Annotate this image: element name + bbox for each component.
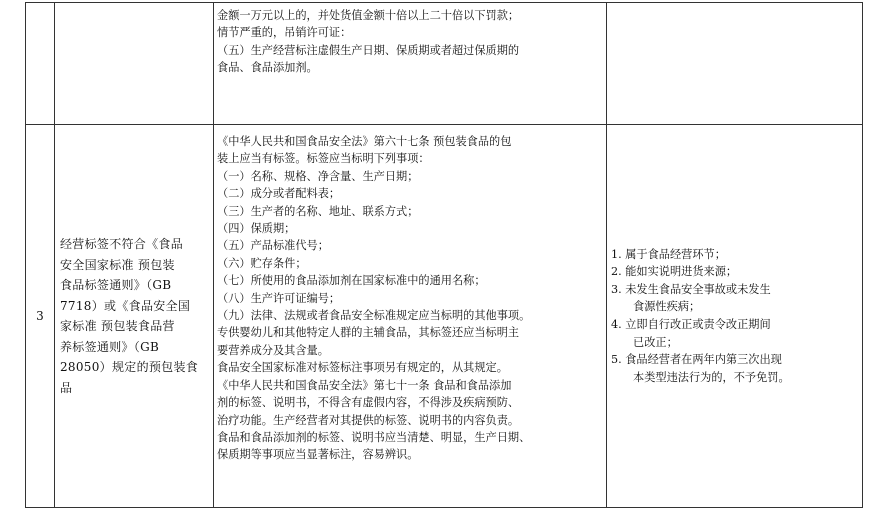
list-item-continuation: 已改正； bbox=[633, 335, 678, 349]
violation-cell bbox=[55, 125, 214, 508]
text-line: 金额一万元以上的，并处货值金额十倍以上二十倍以下罚款； bbox=[217, 9, 520, 22]
text-line: （一）名称、规格、净含量、生产日期； bbox=[217, 169, 419, 183]
penalty-cell bbox=[214, 3, 607, 125]
list-item: 3. 未发生食品安全事故或未发生 bbox=[611, 282, 771, 296]
row-number: 3 bbox=[26, 125, 55, 508]
text-line: 食品标签通则》（GB bbox=[60, 278, 172, 292]
table-row bbox=[26, 3, 863, 125]
text-line: 情节严重的，吊销许可证： bbox=[217, 26, 352, 40]
text-line: 剂的标签、说明书，不得含有虚假内容，不得涉及疾病预防、 bbox=[217, 396, 520, 410]
text-line: 《中华人民共和国食品安全法》第七十一条 食品和食品添加 bbox=[217, 378, 512, 392]
number-cell bbox=[26, 3, 55, 125]
text-line: （九）法律、法规或者食品安全标准规定应当标明的其他事项。 bbox=[217, 309, 531, 323]
law-cell bbox=[214, 125, 607, 508]
condition-list bbox=[607, 246, 862, 387]
violation-cell bbox=[55, 3, 214, 125]
text-line: 保质期等事项应当显著标注，容易辨识。 bbox=[217, 448, 419, 462]
text-line: 装上应当有标签。标签应当标明下列事项： bbox=[217, 152, 430, 166]
text-line: 7718）或《食品安全国 bbox=[60, 298, 191, 313]
regulation-table bbox=[25, 2, 863, 508]
text-line: （七）所使用的食品添加剂在国家标准中的通用名称； bbox=[217, 274, 486, 288]
condition-cell bbox=[607, 125, 863, 508]
list-item: 2. 能如实说明进货来源； bbox=[611, 265, 738, 279]
list-item: 1. 属于食品经营环节； bbox=[611, 247, 726, 261]
table-row bbox=[26, 125, 863, 508]
list-item: 4. 立即自行改正或责令改正期间 bbox=[611, 318, 771, 331]
text-line: 品 bbox=[60, 380, 73, 395]
text-line: （四）保质期； bbox=[217, 222, 296, 236]
text-line: 治疗功能。生产经营者对其提供的标签、说明书的内容负责。 bbox=[217, 413, 520, 427]
text-line: （二）成分或者配料表； bbox=[217, 187, 341, 201]
text-line: 《中华人民共和国食品安全法》第六十七条 预包装食品的包 bbox=[217, 135, 512, 148]
list-item-continuation: 食源性疾病； bbox=[633, 300, 701, 314]
list-item-continuation: 本类型违法行为的，不予免罚。 bbox=[633, 370, 790, 384]
text-line: 要营养成分及其含量。 bbox=[217, 343, 329, 357]
condition-cell bbox=[607, 3, 863, 125]
text-line: 经营标签不符合《食品 bbox=[60, 237, 184, 251]
text-line: 28050）规定的预包装食 bbox=[60, 360, 199, 374]
text-line: （五）生产经营标注虚假生产日期、保质期或者超过保质期的 bbox=[217, 43, 520, 57]
text-line: 养标签通则》（GB bbox=[60, 339, 160, 354]
text-line: 食品和食品添加剂的标签、说明书应当清楚、明显，生产日期、 bbox=[217, 430, 531, 444]
text-line: 食品安全国家标准对标签标注事项另有规定的，从其规定。 bbox=[217, 361, 508, 375]
text-line: （八）生产许可证编号； bbox=[217, 291, 341, 305]
text-line: （三）生产者的名称、地址、联系方式； bbox=[217, 204, 419, 218]
text-line: 家标准 预包装食品营 bbox=[60, 319, 175, 333]
text-line: 专供婴幼儿和其他特定人群的主辅食品，其标签还应当标明主 bbox=[217, 326, 520, 340]
text-line: 食品、食品添加剂。 bbox=[217, 61, 318, 75]
list-item: 5. 食品经营者在两年内第三次出现 bbox=[611, 353, 782, 367]
text-line: （五）产品标准代号； bbox=[217, 239, 329, 253]
text-line: （六）贮存条件； bbox=[217, 256, 307, 270]
text-line: 安全国家标准 预包装 bbox=[60, 257, 175, 272]
